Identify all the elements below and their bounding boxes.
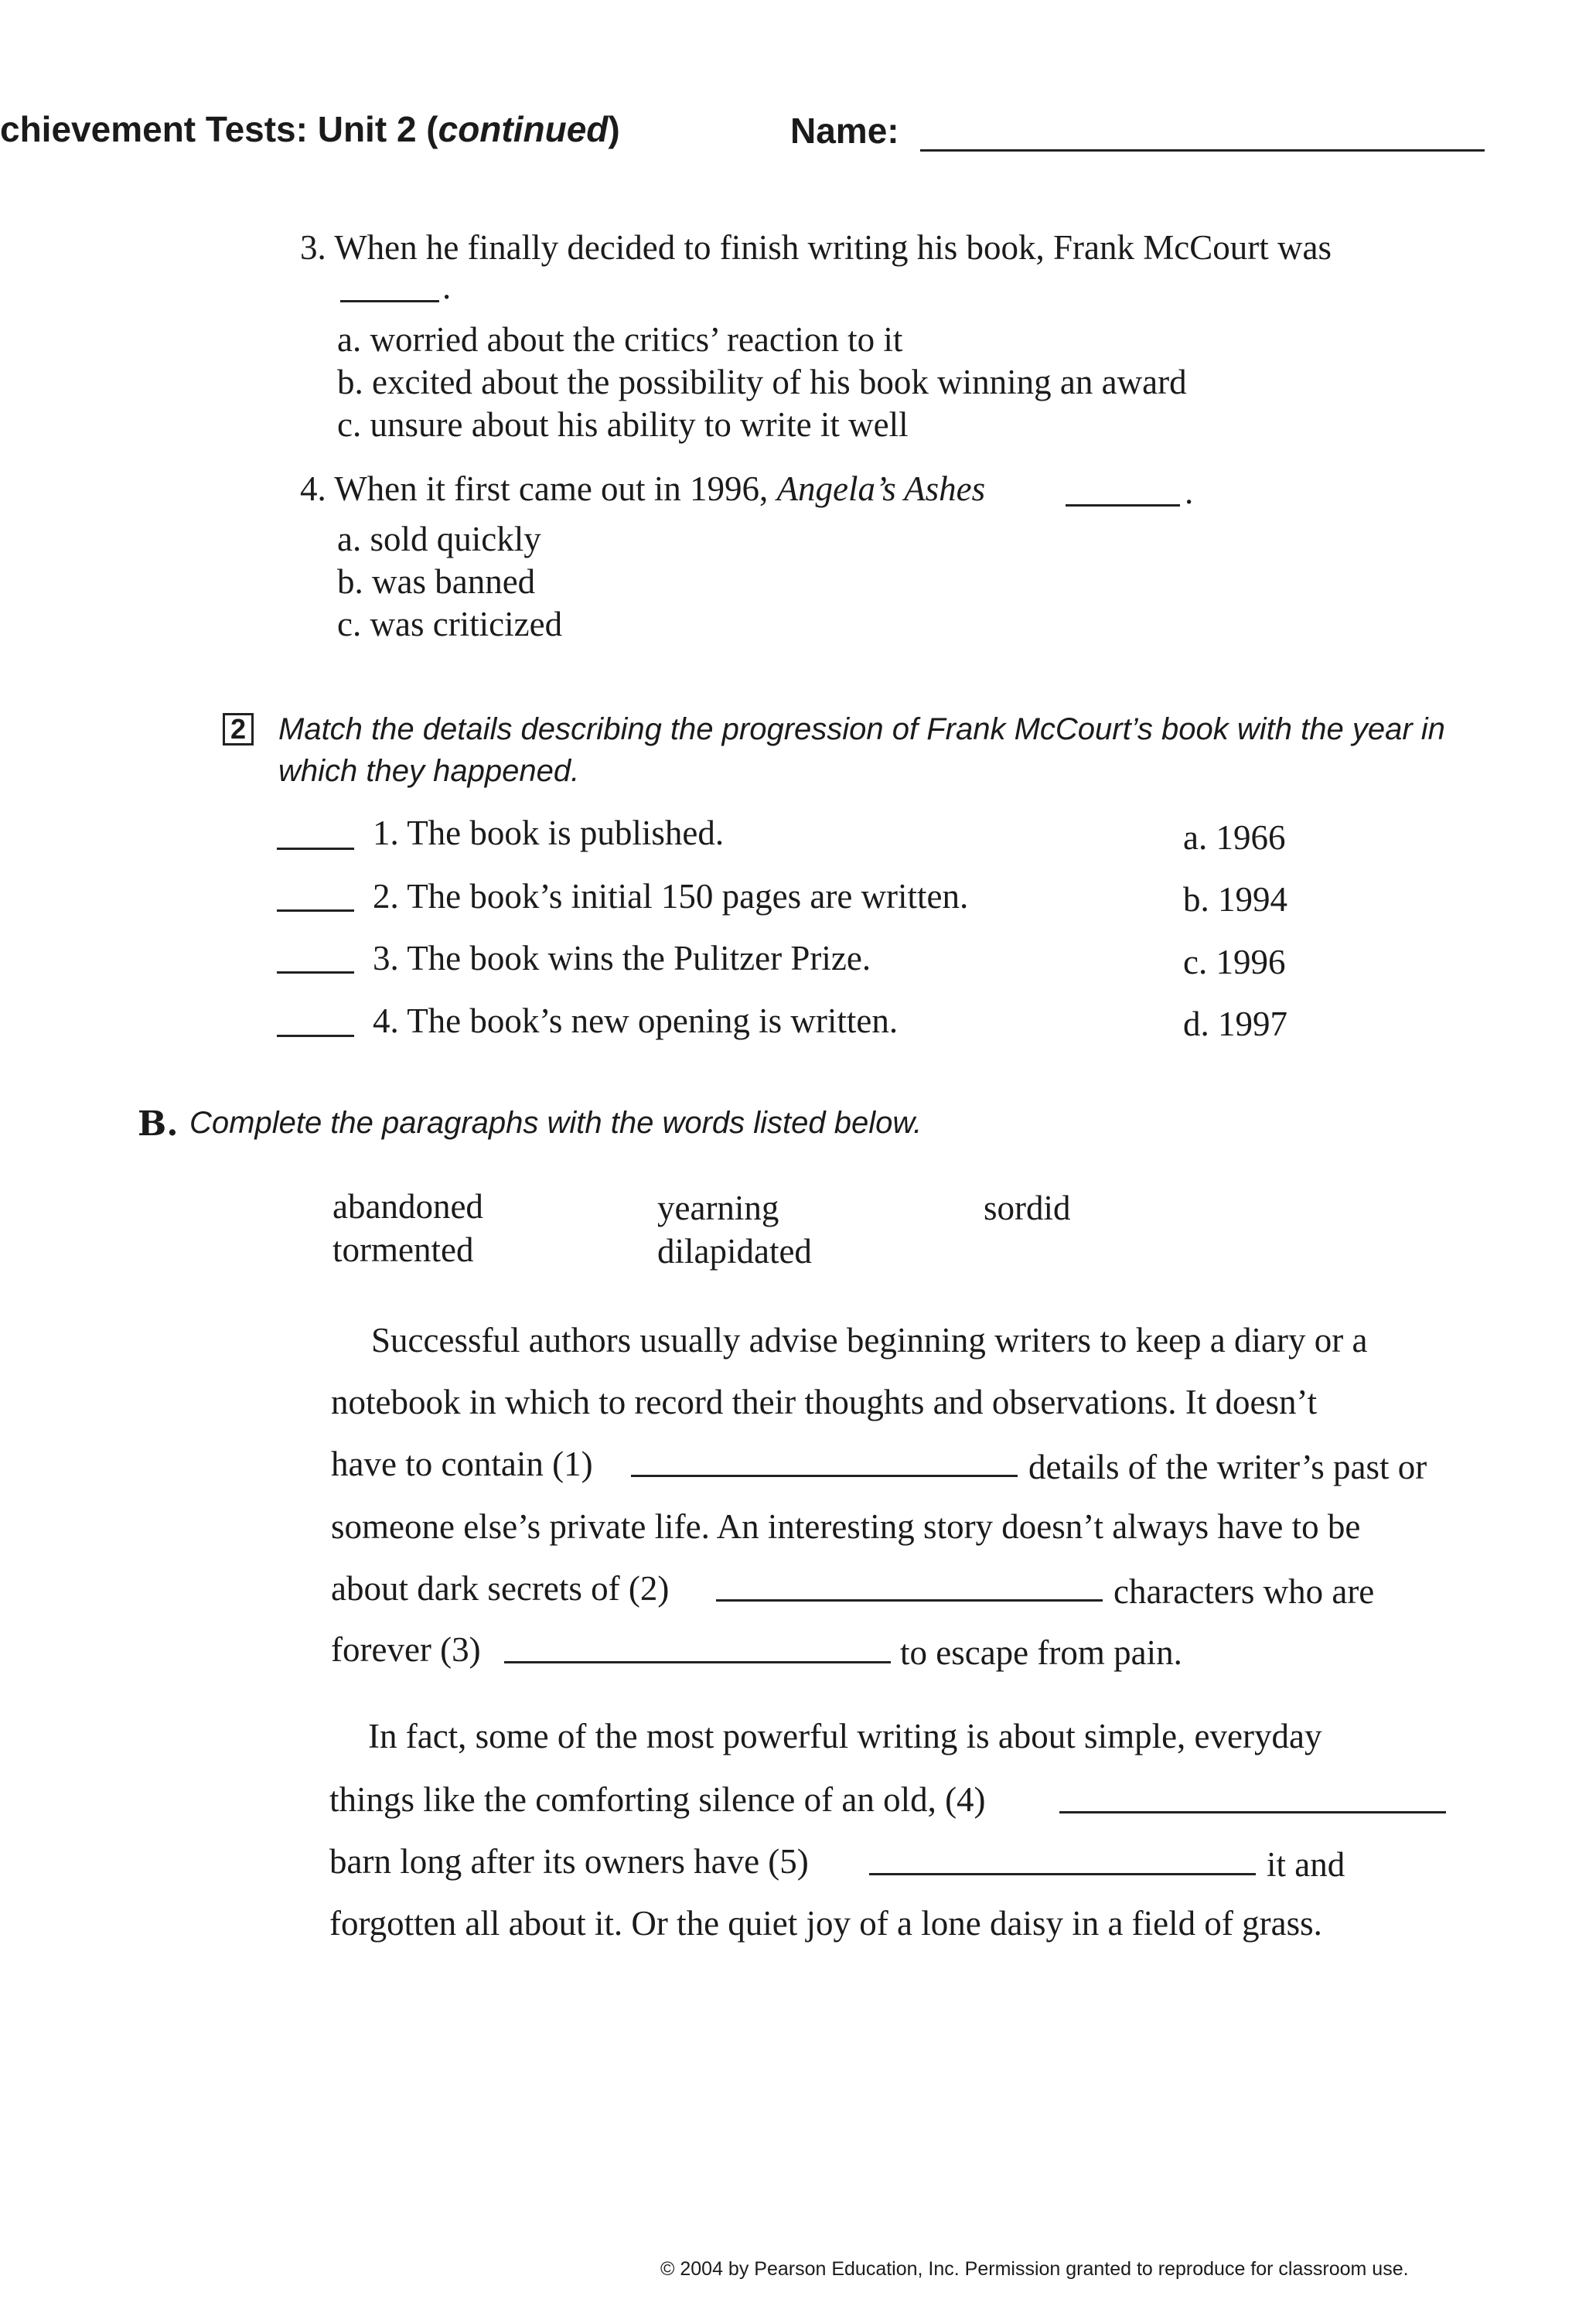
match-blank-4[interactable] bbox=[277, 1035, 354, 1037]
fill-blank-1[interactable] bbox=[631, 1475, 1018, 1477]
year-option-b: b. 1994 bbox=[1183, 880, 1287, 919]
option-4a: a. sold quickly bbox=[337, 520, 541, 558]
question-period: . bbox=[442, 268, 452, 306]
paragraph-2-line-3-end: it and bbox=[1267, 1845, 1345, 1884]
question-period: . bbox=[1185, 473, 1194, 511]
paragraph-2-line-3-start: barn long after its owners have (5) bbox=[329, 1842, 809, 1881]
year-option-d: d. 1997 bbox=[1183, 1005, 1287, 1043]
paragraph-1-line-5-start: about dark secrets of (2) bbox=[331, 1569, 670, 1608]
question-number: 4. bbox=[300, 469, 326, 508]
paragraph-2-line-4: forgotten all about it. Or the quiet joy of a lone daisy in a field of grass. bbox=[329, 1904, 1322, 1943]
word-bank-item: abandoned bbox=[332, 1187, 483, 1226]
year-option-c: c. 1996 bbox=[1183, 943, 1286, 981]
match-item-4: 4. The book’s new opening is written. bbox=[373, 1001, 899, 1040]
word-bank-item: tormented bbox=[332, 1230, 474, 1269]
paragraph-1-line-6-start: forever (3) bbox=[331, 1630, 481, 1669]
section-2-instructions: Match the details describing the progression of Frank McCourt’s book with the year in which they happened. bbox=[278, 712, 1445, 788]
paragraph-2-line-1: In fact, some of the most powerful writing is about simple, everyday bbox=[368, 1717, 1322, 1755]
book-title: Angela’s Ashes bbox=[776, 469, 986, 508]
section-b-instructions: Complete the paragraphs with the words listed below. bbox=[189, 1106, 922, 1140]
fill-blank-4[interactable] bbox=[1059, 1811, 1446, 1813]
option-3c: c. unsure about his ability to write it well bbox=[337, 405, 909, 444]
year-option-a: a. 1966 bbox=[1183, 818, 1286, 857]
paragraph-1-line-3-end: details of the writer’s past or bbox=[1028, 1448, 1427, 1486]
name-blank-line[interactable] bbox=[920, 149, 1485, 152]
match-item-2: 2. The book’s initial 150 pages are written. bbox=[373, 877, 969, 916]
question-text: When he finally decided to finish writing his book, Frank McCourt was bbox=[334, 228, 1332, 267]
option-3b: b. excited about the possibility of his book winning an award bbox=[337, 363, 1187, 401]
option-4b: b. was banned bbox=[337, 562, 536, 601]
word-bank-item: yearning bbox=[657, 1189, 779, 1227]
option-4c: c. was criticized bbox=[337, 605, 563, 643]
paragraph-1-line-4: someone else’s private life. An interesting story doesn’t always have to be bbox=[331, 1507, 1361, 1546]
match-blank-1[interactable] bbox=[277, 848, 354, 850]
match-item-3: 3. The book wins the Pulitzer Prize. bbox=[373, 939, 871, 977]
question-3 bbox=[300, 226, 1332, 269]
question-number: 3. bbox=[300, 228, 326, 267]
paragraph-1-line-1: Successful authors usually advise beginning writers to keep a diary or a bbox=[371, 1321, 1368, 1360]
option-3a: a. worried about the critics’ reaction to it bbox=[337, 320, 903, 359]
match-blank-2[interactable] bbox=[277, 909, 354, 912]
section-b-letter: B. bbox=[138, 1104, 179, 1144]
match-item-1: 1. The book is published. bbox=[373, 814, 725, 852]
question-4: 4. When it first came out in 1996, Angela’s Ashes bbox=[300, 469, 986, 508]
answer-blank-q4[interactable] bbox=[1066, 504, 1180, 507]
page-header-title: chievement Tests: Unit 2 (continued) bbox=[0, 109, 620, 149]
name-label: Name: bbox=[790, 111, 899, 151]
fill-blank-3[interactable] bbox=[504, 1661, 891, 1663]
answer-blank-q3[interactable] bbox=[340, 300, 439, 302]
copyright-footer: © 2004 by Pearson Education, Inc. Permission granted to reproduce for classroom use. bbox=[660, 2258, 1409, 2280]
paragraph-1-line-3-start: have to contain (1) bbox=[331, 1445, 593, 1483]
paragraph-1-line-2: notebook in which to record their thoughts and observations. It doesn’t bbox=[331, 1383, 1318, 1421]
word-bank-item: sordid bbox=[984, 1189, 1071, 1227]
paragraph-2-line-2-start: things like the comforting silence of an old, (4) bbox=[329, 1780, 986, 1819]
paragraph-1-line-6-end: to escape from pain. bbox=[900, 1633, 1182, 1672]
section-2-number-box: 2 bbox=[223, 713, 254, 745]
paragraph-1-line-5-end: characters who are bbox=[1113, 1572, 1375, 1611]
word-bank-item: dilapidated bbox=[657, 1232, 812, 1271]
match-blank-3[interactable] bbox=[277, 971, 354, 974]
fill-blank-2[interactable] bbox=[716, 1599, 1103, 1602]
fill-blank-5[interactable] bbox=[869, 1873, 1256, 1875]
